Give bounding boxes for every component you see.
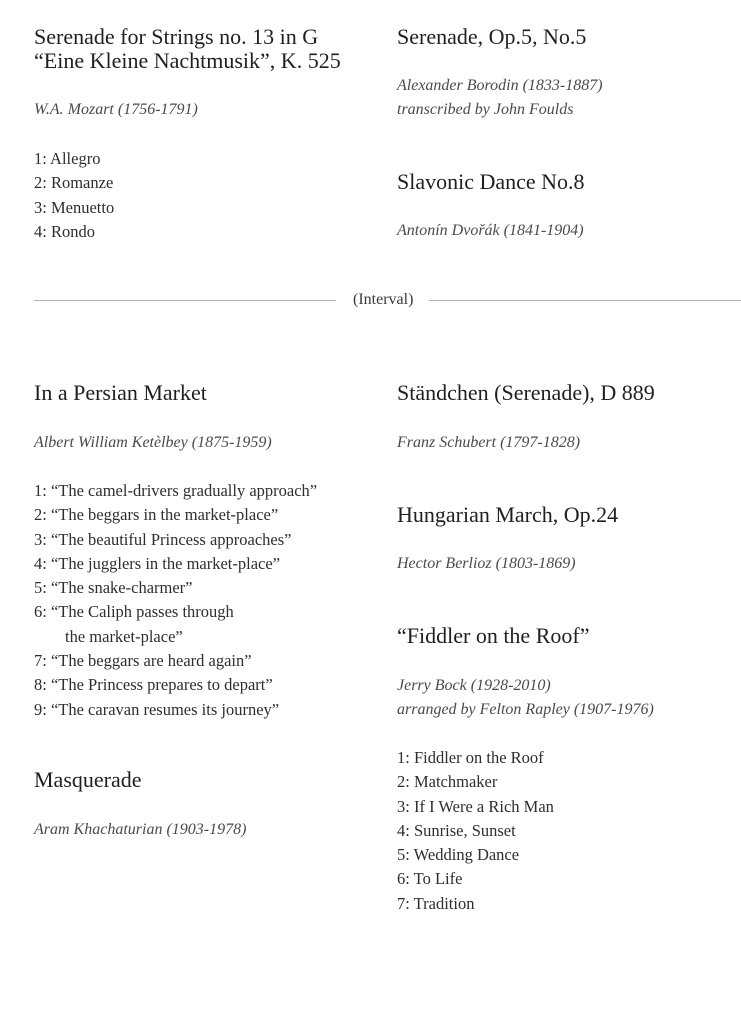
movement: 4: “The jugglers in the market-place”: [34, 553, 281, 573]
piece-title: Masquerade: [34, 767, 142, 792]
movement: 5: Wedding Dance: [397, 845, 520, 865]
movement: 9: “The caravan resumes its journey”: [34, 699, 280, 719]
composer: Hector Berlioz (1803-1869): [397, 555, 576, 572]
arranger-line: transcribed by John Foulds: [397, 101, 574, 118]
movement: 8: “The Princess prepares to depart”: [34, 675, 273, 695]
movement: 3: Menuetto: [34, 197, 115, 217]
movement: 7: “The beggars are heard again”: [34, 651, 252, 671]
movement: 4: Rondo: [34, 221, 95, 241]
composer: Franz Schubert (1797-1828): [397, 434, 581, 451]
movement: 3: “The beautiful Princess approaches”: [34, 529, 292, 549]
movement-list: [34, 479, 317, 722]
piece-title: Hungarian March, Op.24: [397, 502, 619, 527]
movement: 4: Sunrise, Sunset: [397, 820, 516, 840]
composer: Antonín Dvořák (1841-1904): [397, 222, 584, 239]
piece-title: Slavonic Dance No.8: [397, 169, 585, 194]
arranger-line: arranged by Felton Rapley (1907-1976): [397, 701, 654, 718]
divider-rule: [34, 300, 336, 301]
title-line: Serenade for Strings no. 13 in G: [34, 24, 319, 49]
movement: 1: Allegro: [34, 149, 101, 168]
movement: 3: If I Were a Rich Man: [397, 796, 554, 816]
piece-mozart-serenade: [34, 25, 341, 73]
piece-title: [34, 25, 341, 73]
composer: Aram Khachaturian (1903-1978): [34, 821, 247, 838]
composer-line: Jerry Bock (1928-2010): [397, 677, 551, 694]
piece-title: In a Persian Market: [34, 380, 207, 405]
movement: 2: “The beggars in the market-place”: [34, 505, 279, 525]
movement: 2: Romanze: [34, 173, 114, 193]
interval-divider: [34, 288, 741, 312]
piece-title: Serenade, Op.5, No.5: [397, 24, 587, 49]
movement-list: [397, 746, 554, 916]
divider-rule: [429, 300, 741, 301]
composer: Albert William Ketèlbey (1875-1959): [34, 434, 272, 451]
movement: 1: Fiddler on the Roof: [397, 748, 544, 767]
movement: 6: To Life: [397, 869, 463, 889]
interval-label: (Interval): [353, 291, 414, 308]
piece-title: Ständchen (Serenade), D 889: [397, 380, 655, 405]
composer: [397, 74, 603, 122]
composer: W.A. Mozart (1756-1791): [34, 101, 198, 118]
movement: 5: “The snake-charmer”: [34, 578, 193, 598]
composer: [397, 674, 654, 722]
movement: 6: “The Caliph passes through: [34, 602, 234, 622]
movement-list: [34, 147, 114, 244]
piece-title: “Fiddler on the Roof”: [397, 623, 590, 648]
movement: 7: Tradition: [397, 893, 475, 913]
movement: 1: “The camel-drivers gradually approach”: [34, 481, 318, 500]
composer-line: Alexander Borodin (1833-1887): [397, 77, 603, 94]
movement-continuation: the market-place”: [65, 626, 183, 646]
title-line: “Eine Kleine Nachtmusik”, K. 525: [34, 48, 341, 73]
movement: 2: Matchmaker: [397, 772, 498, 792]
